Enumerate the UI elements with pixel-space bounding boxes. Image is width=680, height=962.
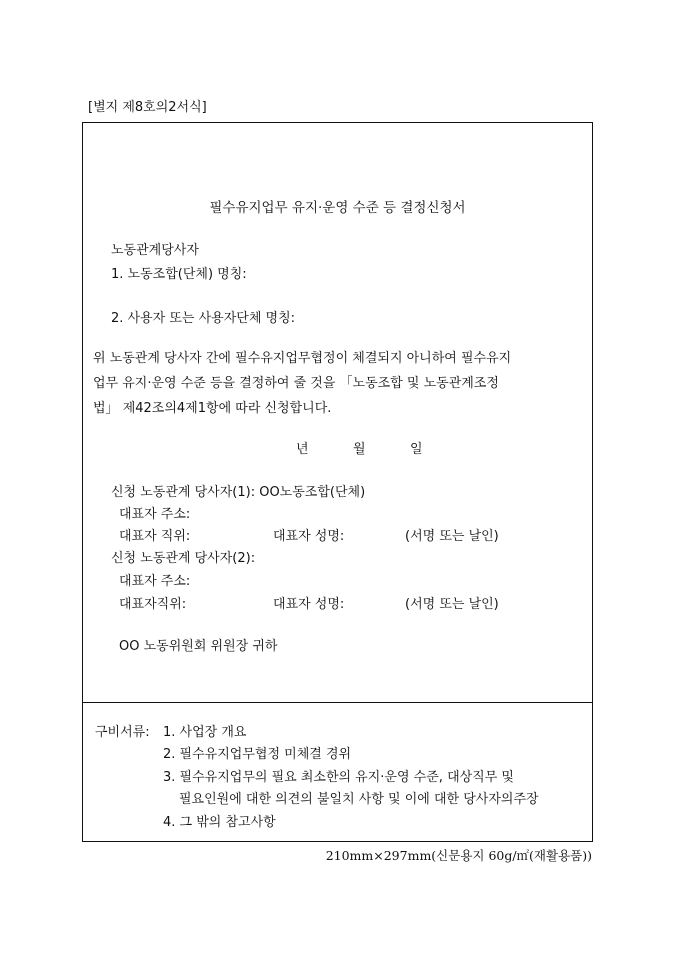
employer-name-field: 2. 사용자 또는 사용자단체 명칭: (111, 311, 296, 326)
statement-line: 위 노동관계 당사자 간에 필수유지업무협정이 체결되지 아니하여 필수유지 (93, 351, 512, 366)
form-number-label: [별지 제8호의2서식] (88, 100, 207, 115)
applicant1-position: 대표자 직위: (119, 529, 191, 544)
attachment-item: 4. 그 밖의 참고사항 (163, 815, 276, 830)
applicant1-name: 대표자 성명: (273, 529, 345, 544)
date-day: 일 (410, 442, 423, 457)
attachment-item: 2. 필수유지업무협정 미체결 경위 (163, 747, 352, 762)
addressee: OO 노동위원회 위원장 귀하 (119, 639, 278, 654)
applicant2-heading: 신청 노동관계 당사자(2): (111, 551, 256, 566)
applicant1-heading: 신청 노동관계 당사자(1): OO노동조합(단체) (111, 485, 366, 500)
applicant2-signature: (서명 또는 날인) (405, 597, 499, 612)
applicant1-signature: (서명 또는 날인) (405, 529, 499, 544)
union-name-field: 1. 노동조합(단체) 명칭: (111, 267, 247, 282)
attachment-item: 1. 사업장 개요 (163, 725, 247, 740)
applicant1-address: 대표자 주소: (119, 507, 191, 522)
statement-line: 법」 제42조의4제1항에 따라 신청합니다. (93, 401, 332, 416)
attachment-item-continued: 필요인원에 대한 의견의 불일치 사항 및 이에 대한 당사자의주장 (179, 792, 539, 807)
applicant2-position: 대표자직위: (119, 597, 187, 612)
statement-line: 업무 유지·운영 수준 등을 결정하여 줄 것을 「노동조합 및 노동관계조정 (93, 376, 499, 391)
date-month: 월 (353, 442, 366, 457)
applicant2-address: 대표자 주소: (119, 574, 191, 589)
paper-spec-footer: 210mm×297mm(신문용지 60g/㎡(재활용품)) (325, 848, 592, 863)
attachment-item: 3. 필수유지업무의 필요 최소한의 유지·운영 수준, 대상직무 및 (163, 770, 514, 785)
date-year: 년 (296, 442, 309, 457)
attachments-label: 구비서류: (95, 725, 150, 740)
parties-heading: 노동관계당사자 (111, 243, 199, 258)
form-title: 필수유지업무 유지·운영 수준 등 결정신청서 (209, 200, 466, 216)
form-frame (82, 122, 593, 842)
application-statement (93, 346, 583, 421)
applicant2-name: 대표자 성명: (273, 597, 345, 612)
section-divider (83, 702, 592, 703)
